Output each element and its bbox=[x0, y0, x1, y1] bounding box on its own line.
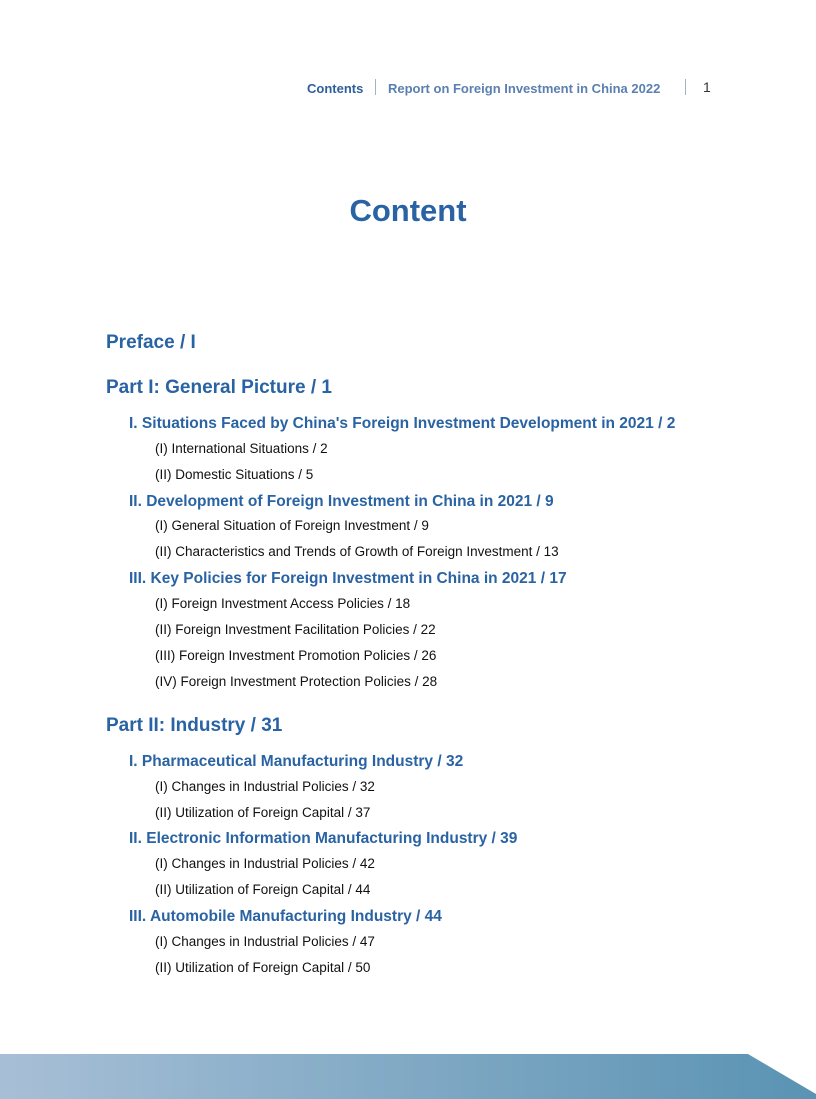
toc-entry[interactable]: (II) Domestic Situations / 5 bbox=[155, 467, 314, 482]
toc-entry[interactable]: (I) Changes in Industrial Policies / 32 bbox=[155, 779, 375, 794]
toc-entry[interactable]: (I) Changes in Industrial Policies / 42 bbox=[155, 856, 375, 871]
page-number: 1 bbox=[703, 79, 711, 95]
toc-entry[interactable]: (II) Foreign Investment Facilitation Policies / 22 bbox=[155, 622, 436, 637]
running-header bbox=[0, 79, 816, 97]
toc-part2-section-1[interactable]: I. Pharmaceutical Manufacturing Industry / 32 bbox=[129, 753, 464, 770]
page-title: Content bbox=[349, 193, 467, 228]
toc-entry[interactable]: (I) Foreign Investment Access Policies / 18 bbox=[155, 596, 411, 611]
toc-part1-section-2[interactable]: II. Development of Foreign Investment in China in 2021 / 9 bbox=[129, 493, 554, 510]
toc-entry[interactable]: (I) Changes in Industrial Policies / 47 bbox=[155, 934, 375, 949]
toc-entry[interactable]: (I) General Situation of Foreign Investment / 9 bbox=[155, 518, 429, 533]
toc-entry[interactable]: (I) International Situations / 2 bbox=[155, 441, 328, 456]
toc-part2-section-2[interactable]: II. Electronic Information Manufacturing Industry / 39 bbox=[129, 830, 518, 847]
toc-preface[interactable]: Preface / I bbox=[106, 332, 196, 353]
header-divider bbox=[685, 79, 686, 95]
toc-entry[interactable]: (II) Utilization of Foreign Capital / 44 bbox=[155, 882, 371, 897]
toc-part-1[interactable]: Part I: General Picture / 1 bbox=[106, 377, 332, 398]
toc-part1-section-3[interactable]: III. Key Policies for Foreign Investment in China in 2021 / 17 bbox=[129, 570, 567, 587]
toc-entry[interactable]: (II) Utilization of Foreign Capital / 37 bbox=[155, 805, 371, 820]
header-report-title: Report on Foreign Investment in China 2022 bbox=[388, 81, 661, 96]
toc-entry[interactable]: (II) Characteristics and Trends of Growth of Foreign Investment / 13 bbox=[155, 544, 559, 559]
footer-decorative-band bbox=[0, 1054, 816, 1099]
toc-part2-section-3[interactable]: III. Automobile Manufacturing Industry / 44 bbox=[129, 908, 442, 925]
toc-entry[interactable]: (IV) Foreign Investment Protection Policies / 28 bbox=[155, 674, 438, 689]
header-divider bbox=[375, 79, 376, 95]
toc-entry[interactable]: (II) Utilization of Foreign Capital / 50 bbox=[155, 960, 371, 975]
header-section-label: Contents bbox=[307, 81, 364, 96]
footer-band-shape bbox=[0, 1054, 816, 1099]
toc-part1-section-1[interactable]: I. Situations Faced by China's Foreign Investment Development in 2021 / 2 bbox=[129, 415, 676, 432]
toc-entry[interactable]: (III) Foreign Investment Promotion Policies / 26 bbox=[155, 648, 437, 663]
toc-part-2[interactable]: Part II: Industry / 31 bbox=[106, 715, 283, 736]
